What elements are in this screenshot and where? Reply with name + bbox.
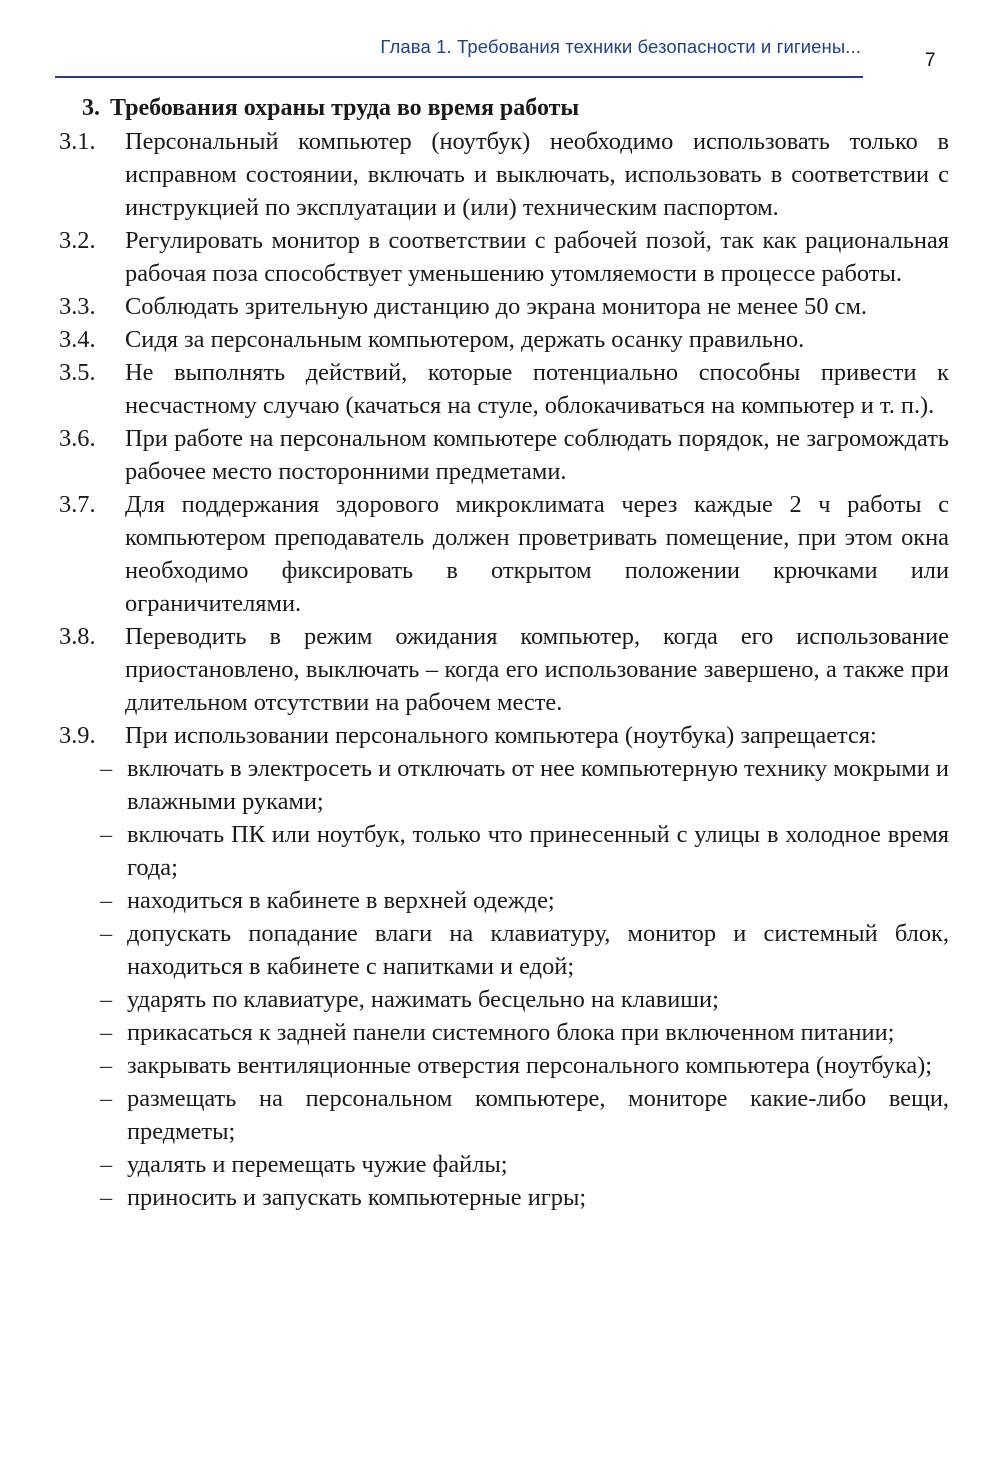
item-text: При работе на персональном компьютере соблюдать порядок, не загромождать рабочее место посторонними предметами. <box>125 425 949 485</box>
item-number: 3.7. <box>59 491 96 518</box>
list-item <box>57 290 949 323</box>
item-text: Соблюдать зрительную дистанцию до экрана монитора не менее 50 см. <box>125 293 867 320</box>
item-text: Для поддержания здорового микроклимата через каждые 2 ч работы с компьютером преподаватель должен проветривать помещение, при этом окна необходимо фиксировать в открытом положении крючками или ограничителями. <box>125 491 949 617</box>
item-number: 3.6. <box>59 425 96 452</box>
section-heading <box>82 92 579 125</box>
item-number: 3.9. <box>59 722 96 749</box>
item-number: 3.1. <box>59 128 96 155</box>
list-item <box>57 125 949 224</box>
dash-bullet: – <box>100 821 113 848</box>
item-number: 3.3. <box>59 293 96 320</box>
prohibition-text: прикасаться к задней панели системного блока при включенном питании; <box>127 1019 895 1046</box>
list-item <box>57 323 949 356</box>
running-header <box>55 36 863 78</box>
list-item <box>57 356 949 422</box>
dash-bullet: – <box>100 1184 113 1211</box>
prohibition-text: приносить и запускать компьютерные игры; <box>127 1184 587 1211</box>
item-text: При использовании персонального компьютера (ноутбука) запрещается: <box>125 722 877 749</box>
dash-bullet: – <box>100 1052 113 1079</box>
requirements-list <box>57 125 949 1214</box>
item-text: Переводить в режим ожидания компьютер, когда его использование приостановлено, выключать – когда его использование завершено, а также при длительном отсутствии на рабочем месте. <box>125 623 949 716</box>
prohibition-item <box>57 1049 949 1082</box>
prohibition-item <box>57 818 949 884</box>
prohibition-item <box>57 983 949 1016</box>
item-number: 3.8. <box>59 623 96 650</box>
prohibition-item <box>57 1181 949 1214</box>
prohibition-text: находиться в кабинете в верхней одежде; <box>127 887 555 914</box>
list-item <box>57 620 949 719</box>
dash-bullet: – <box>100 1151 113 1178</box>
prohibition-item <box>57 884 949 917</box>
dash-bullet: – <box>100 1019 113 1046</box>
list-item <box>57 422 949 488</box>
prohibition-item <box>57 1016 949 1049</box>
prohibition-text: закрывать вентиляционные отверстия персонального компьютера (ноутбука); <box>127 1052 933 1079</box>
prohibition-text: включать ПК или ноутбук, только что принесенный с улицы в холодное время года; <box>127 821 949 881</box>
prohibition-text: включать в электросеть и отключать от нее компьютерную технику мокрыми и влажными руками; <box>127 755 949 815</box>
list-item <box>57 224 949 290</box>
dash-bullet: – <box>100 1085 113 1112</box>
item-number: 3.2. <box>59 227 96 254</box>
list-item <box>57 488 949 620</box>
prohibition-item <box>57 752 949 818</box>
dash-bullet: – <box>100 887 113 914</box>
item-text: Регулировать монитор в соответствии с рабочей позой, так как рациональная рабочая поза способствует уменьшению утомляемости в процессе работы. <box>125 227 949 287</box>
page-number: 7 <box>925 50 936 71</box>
dash-bullet: – <box>100 986 113 1013</box>
section-number: 3. <box>82 95 100 121</box>
running-header-title: Глава 1. Требования техники безопасности и гигиены... <box>380 36 861 57</box>
item-text: Не выполнять действий, которые потенциально способны привести к несчастному случаю (качаться на стуле, облокачиваться на компьютер и т. п.). <box>125 359 949 419</box>
dash-bullet: – <box>100 755 113 782</box>
prohibition-text: удалять и перемещать чужие файлы; <box>127 1151 508 1178</box>
prohibition-text: ударять по клавиатуре, нажимать бесцельно на клавиши; <box>127 986 719 1013</box>
prohibition-text: допускать попадание влаги на клавиатуру, монитор и системный блок, находиться в кабинете с напитками и едой; <box>127 920 949 980</box>
prohibitions-list <box>57 752 949 1214</box>
prohibition-item <box>57 1148 949 1181</box>
list-item <box>57 719 949 752</box>
section-title: Требования охраны труда во время работы <box>110 95 580 121</box>
prohibition-item <box>57 917 949 983</box>
prohibition-text: размещать на персональном компьютере, мониторе какие-либо вещи, предметы; <box>127 1085 949 1145</box>
item-number: 3.4. <box>59 326 96 353</box>
item-text: Сидя за персональным компьютером, держать осанку правильно. <box>125 326 805 353</box>
prohibition-item <box>57 1082 949 1148</box>
dash-bullet: – <box>100 920 113 947</box>
item-number: 3.5. <box>59 359 96 386</box>
item-text: Персональный компьютер (ноутбук) необходимо использовать только в исправном состоянии, включать и выключать, использовать в соответствии с инструкцией по эксплуатации и (или) техническим паспортом. <box>125 128 949 221</box>
